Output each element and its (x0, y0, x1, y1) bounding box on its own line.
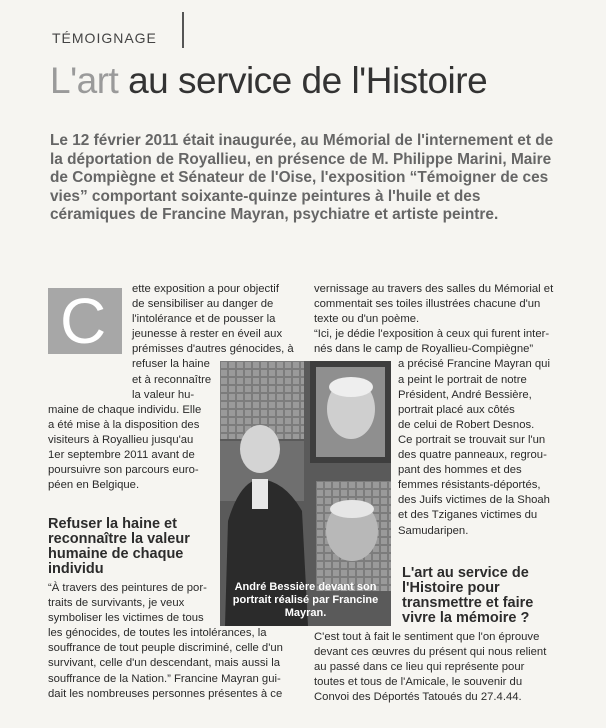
text-line: toutes et tous de l'Amicale, le souvenir du (314, 676, 523, 689)
text-line: les génocides, de toutes les intolérances, la (48, 627, 267, 640)
portrait-photo (220, 361, 391, 626)
text-line: dait les nombreuses personnes présentes à ce (48, 687, 283, 700)
rubric-divider (182, 12, 184, 48)
text-line: vernissage au travers des salles du Mémorial et (314, 283, 554, 295)
text-line: et à reconnaître (132, 373, 212, 386)
text-line: souffrance de tout peuple discriminé, celle d'un (48, 642, 283, 655)
section-rubric: TÉMOIGNAGE (52, 30, 157, 46)
text-line: a précisé Francine Mayran qui (398, 358, 550, 371)
drop-cap-letter: C (60, 285, 107, 357)
text-line: pant des hommes et des (398, 464, 522, 477)
text-line: texte ou d'un poème. (314, 313, 420, 326)
text-line: refuser la haine (132, 358, 210, 371)
title-rest: au service de l'Histoire (118, 60, 488, 101)
col1-subheading: Refuser la haine et reconnaître la valeur humaine de chaque individu (48, 516, 190, 577)
text-line: femmes résistants-déportés, (398, 479, 541, 492)
text-line: traits de survivants, je veux (48, 597, 185, 610)
text-line: Ce portrait se trouvait sur l'un (398, 433, 546, 446)
page-title (50, 60, 487, 102)
text-line: maine de chaque individu. Elle (48, 403, 202, 416)
text-line: au passé dans ce lieu qui représente pour (314, 661, 525, 674)
col2-paragraph-2 (314, 630, 576, 705)
text-line: l'intolérance et de pousser la (132, 313, 276, 326)
text-line: des quatre panneaux, regrou- (398, 449, 547, 462)
text-line: survivant, celle d'un descendant, mais aussi la (48, 657, 280, 670)
photo-caption: André Bessière devant son portrait réalisé par Francine Mayran. (232, 581, 379, 619)
text-line: nés dans le camp de Royallieu-Compiègne” (314, 343, 534, 356)
text-line: jeunesse à rester en éveil aux (132, 328, 283, 341)
text-line: visiteurs à Royallieu jusqu'au (48, 433, 194, 446)
lead-paragraph: Le 12 février 2011 était inaugurée, au Mémorial de l'internement et de la déportation de Royallieu, en présence de M. Philippe Marini, Maire de Compiègne et Sénateur de l'Oise, l'exposition “Témoigner de ces vies” comportant soixante-quinze peintures à l'huile et des céramiques de Francine Mayran, psychiatre et artiste peintre. (50, 132, 554, 224)
col2-subheading: L'art au service de l'Histoire pour transmettre et faire vivre la mémoire ? (402, 565, 534, 626)
text-line: a été mise à la disposition des (48, 418, 200, 431)
text-line: portrait placé aux côtés (398, 403, 515, 416)
text-line: “Ici, je dédie l'exposition à ceux qui furent inter- (314, 328, 550, 341)
text-line: Convoi des Déportés Tatoués du 27.4.44. (314, 691, 522, 704)
text-line: symboliser les victimes de tous (48, 612, 204, 625)
text-line: a peint le portrait de notre (398, 373, 527, 386)
text-line: souffrance de la Nation.” Francine Mayran gui- (48, 672, 281, 685)
text-line: poursuivre son parcours euro- (48, 464, 199, 477)
title-accent: L'art (50, 60, 119, 101)
text-line: C'est tout à fait le sentiment que l'on éprouve (314, 631, 540, 643)
text-line: Président, André Bessière, (398, 388, 532, 401)
text-line: “À travers des peintures de por- (48, 582, 207, 594)
text-line: la valeur hu- (132, 388, 195, 401)
text-line: de celui de Robert Desnos. (398, 418, 535, 431)
text-line: ette exposition a pour objectif (132, 283, 279, 295)
text-line: Samudaripen. (398, 524, 469, 537)
text-line: des Juifs victimes de la Shoah (398, 494, 550, 507)
text-line: devant ces œuvres du présent qui nous relient (314, 646, 547, 659)
text-line: 1er septembre 2011 avant de (48, 449, 195, 462)
text-line: prémisses d'autres génocides, à (132, 343, 294, 356)
text-line: de sensibiliser au danger de (132, 298, 274, 311)
text-line: péen en Belgique. (48, 479, 140, 492)
text-line: et des Tziganes victimes du (398, 509, 538, 522)
text-line: commentait ses toiles illustrées chacune d'un (314, 298, 541, 311)
